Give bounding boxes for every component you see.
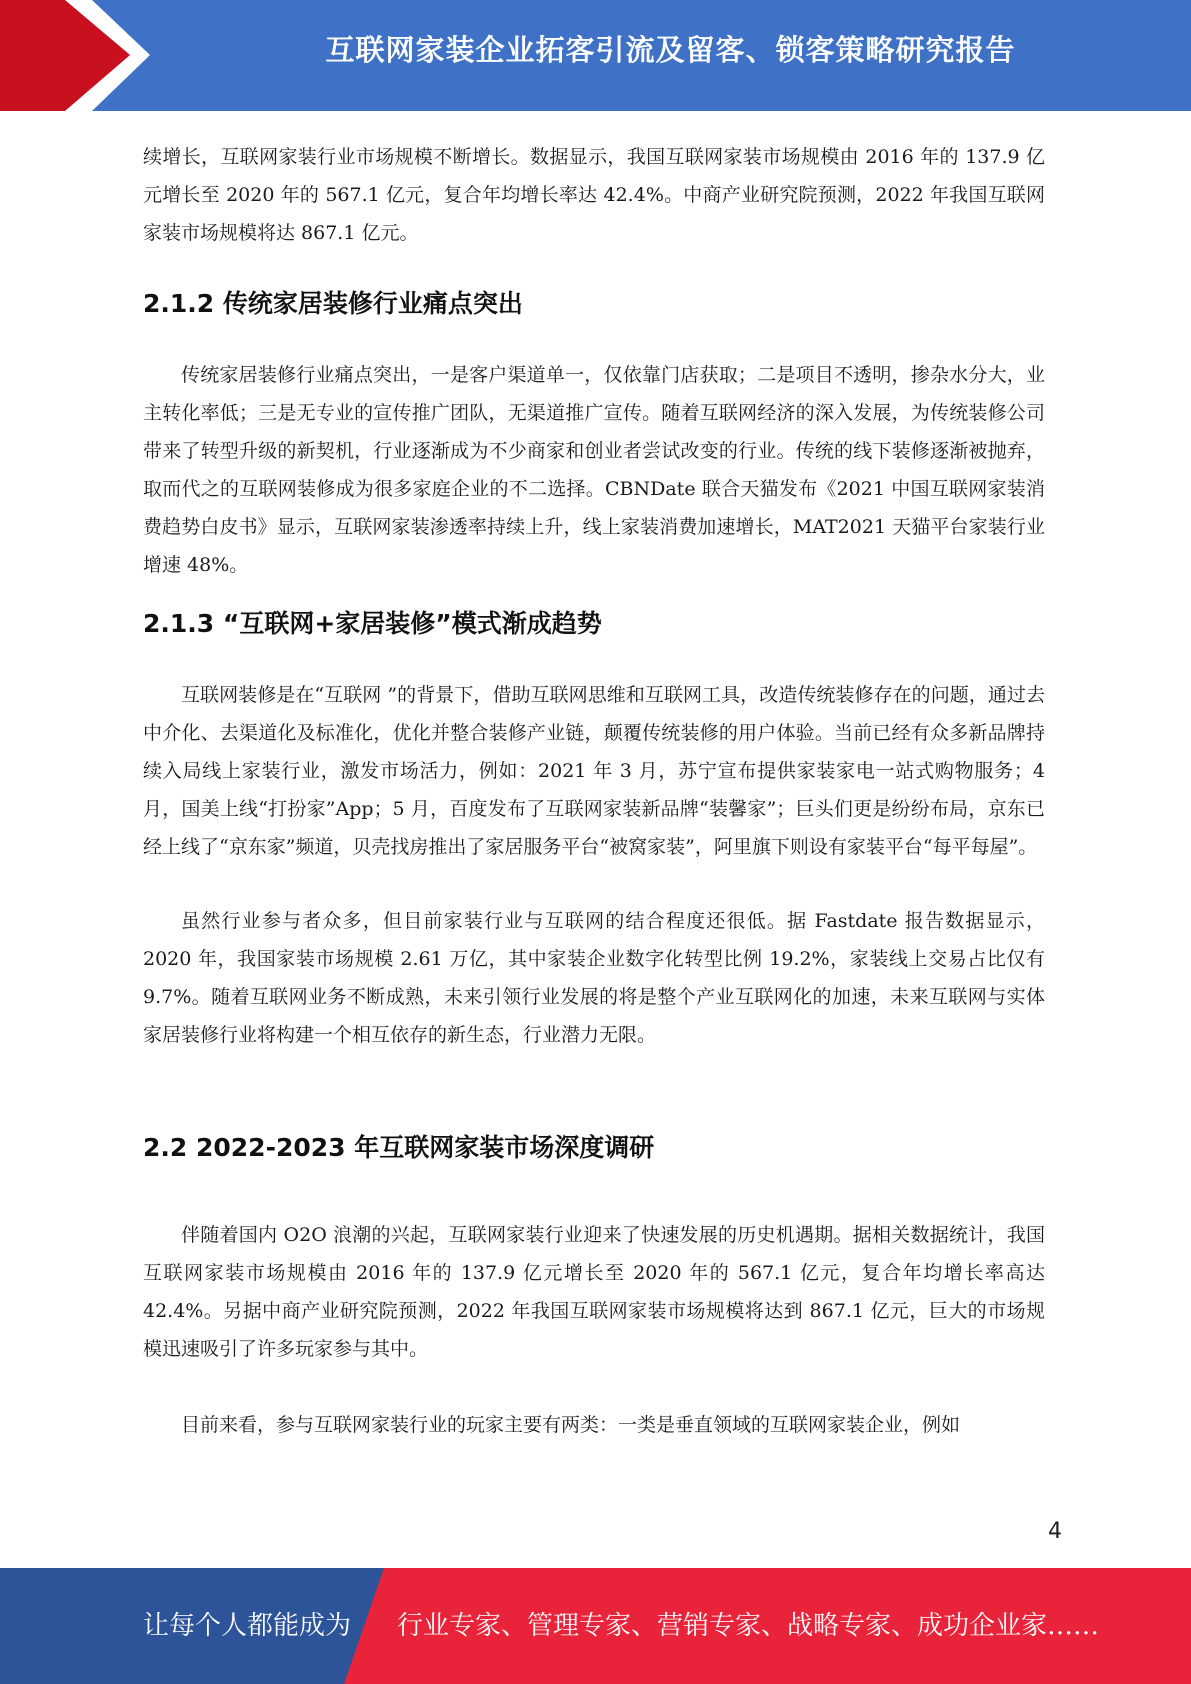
paragraph-integration-level: 虽然行业参与者众多，但目前家装行业与互联网的结合程度还很低。据 Fastdate 报告数据显示，2020 年，我国家装市场规模 2.61 万亿，其中家装企业数字化转型比例 19.2%，家装线上交易占比仅有 9.7%。随着互联网业务不断成熟，未来引领行业发展的将是整个产业互联网化的加速，未来互联网与实体家居装修行业将构建一个相互依存的新生态，行业潜力无限。 bbox=[143, 910, 1045, 1046]
page-header bbox=[0, 0, 1191, 111]
report-title: 互联网家装企业拓客引流及留客、锁客策略研究报告 bbox=[325, 33, 1016, 67]
page-content bbox=[143, 138, 1045, 1444]
paragraph-continued: 续增长，互联网家装行业市场规模不断增长。数据显示，我国互联网家装市场规模由 2016 年的 137.9 亿元增长至 2020 年的 567.1 亿元，复合年均增长率达 42.4%。中商产业研究院预测，2022 年我国互联网家装市场规模将达 867.1 亿元。 bbox=[143, 146, 1045, 244]
paragraph-market-players: 目前来看，参与互联网家装行业的玩家主要有两类：一类是垂直领域的互联网家装企业，例如 bbox=[181, 1414, 961, 1436]
footer-slogan-left: 让每个人都能成为 bbox=[143, 1611, 352, 1641]
heading-2-1-3: 2.1.3 “互联网+家居装修”模式渐成趋势 bbox=[143, 609, 602, 638]
footer-slogan-right: 行业专家、管理专家、营销专家、战略专家、成功企业家…… bbox=[397, 1611, 1100, 1641]
paragraph-internet-decoration: 互联网装修是在“互联网 ”的背景下，借助互联网思维和互联网工具，改造传统装修存在的问题，通过去中介化、去渠道化及标准化，优化并整合装修产业链，颠覆传统装修的用户体验。当前已经有众多新品牌持续入局线上家装行业，激发市场活力，例如：2021 年 3 月，苏宁宣布提供家装家电一站式购物服务；4 月，国美上线“打扮家”App；5 月，百度发布了互联网家装新品牌“装馨家”；巨头们更是纷纷布局，京东已经上线了“京东家”频道，贝壳找房推出了家居服务平台“被窝家装”，阿里旗下则设有家装平台“每平每屋”。 bbox=[143, 684, 1045, 858]
page-number: 4 bbox=[1048, 1519, 1062, 1544]
paragraph-pain-points: 传统家居装修行业痛点突出，一是客户渠道单一，仅依靠门店获取；二是项目不透明，掺杂水分大，业主转化率低；三是无专业的宣传推广团队，无渠道推广宣传。随着互联网经济的深入发展，为传统装修公司带来了转型升级的新契机，行业逐渐成为不少商家和创业者尝试改变的行业。传统的线下装修逐渐被抛弃，取而代之的互联网装修成为很多家庭企业的不二选择。CBNDate 联合天猫发布《2021 中国互联网家装消费趋势白皮书》显示，互联网家装渗透率持续上升，线上家装消费加速增长，MAT2021 天猫平台家装行业增速 48%。 bbox=[143, 364, 1045, 576]
heading-2-2: 2.2 2022-2023 年互联网家装市场深度调研 bbox=[143, 1133, 655, 1162]
heading-2-1-2: 2.1.2 传统家居装修行业痛点突出 bbox=[143, 289, 523, 318]
paragraph-market-research: 伴随着国内 O2O 浪潮的兴起，互联网家装行业迎来了快速发展的历史机遇期。据相关数据统计，我国互联网家装市场规模由 2016 年的 137.9 亿元增长至 2020 年的 567.1 亿元，复合年均增长率高达 42.4%。另据中商产业研究院预测，2022 年我国互联网家装市场规模将达到 867.1 亿元，巨大的市场规模迅速吸引了许多玩家参与其中。 bbox=[143, 1224, 1045, 1360]
page-footer bbox=[0, 1568, 1191, 1684]
